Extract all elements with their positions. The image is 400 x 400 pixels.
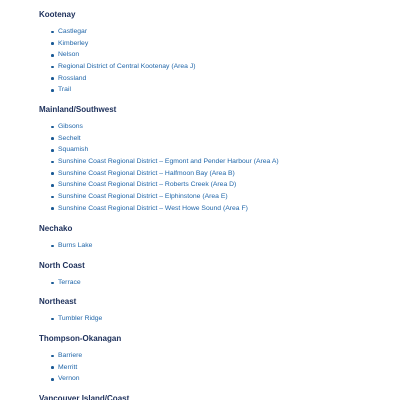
region-section-vancouver-island-coast [39,394,129,400]
list-item [51,240,92,252]
community-link[interactable]: Merritt [58,363,78,371]
bullet-icon [51,77,54,80]
bullet-icon [51,161,54,164]
list-item [51,38,196,50]
list-item [51,144,279,156]
community-link[interactable]: Sunshine Coast Regional District – West Howe Sound (Area F) [58,204,248,212]
bullet-icon [51,207,54,210]
list-item [51,73,196,85]
bullet-icon [51,54,54,57]
bullet-icon [51,378,54,381]
community-link[interactable]: Kimberley [58,39,89,47]
community-link[interactable]: Trail [58,86,71,94]
list-item [51,84,196,96]
community-link[interactable]: Gibsons [58,123,83,130]
region-heading: Nechako [39,224,73,233]
community-link[interactable]: Terrace [58,279,81,286]
community-list [39,121,279,215]
community-link[interactable]: Castlegar [58,28,88,35]
list-item [51,121,279,133]
community-link[interactable]: Rossland [58,74,87,82]
community-link[interactable]: Sunshine Coast Regional District – Egmont and Pender Harbour (Area A) [58,158,279,166]
region-section-north-coast [39,261,85,289]
region-section-nechako [39,224,92,252]
community-list [39,26,196,96]
bullet-icon [51,282,54,285]
list-item [51,362,121,374]
bullet-icon [51,149,54,152]
community-link[interactable]: Vernon [58,375,80,383]
community-link[interactable]: Burns Lake [58,242,93,249]
list-item [51,156,279,168]
region-section-northeast [39,297,102,325]
list-item [51,373,121,385]
list-item [51,350,121,362]
community-link[interactable]: Sunshine Coast Regional District – Elphinstone (Area E) [58,193,228,201]
bullet-icon [51,172,54,175]
community-link[interactable]: Sechelt [58,134,81,142]
bullet-icon [51,355,54,358]
community-list [39,277,85,289]
list-item [51,191,279,203]
bullet-icon [51,318,54,321]
list-item [51,49,196,61]
bullet-icon [51,137,54,140]
bullet-icon [51,184,54,187]
community-link[interactable]: Tumbler Ridge [58,315,103,322]
community-list [39,313,102,325]
region-heading: Vancouver Island/Coast [39,394,130,400]
bullet-icon [51,196,54,199]
bullet-icon [51,126,54,129]
list-item [51,277,85,289]
community-link[interactable]: Nelson [58,51,80,59]
list-item [51,133,279,145]
community-list [39,350,121,385]
community-link[interactable]: Squamish [58,146,89,154]
list-item [51,179,279,191]
bullet-icon [51,366,54,369]
region-section-kootenay [39,10,196,96]
region-section-thompson-okanagan [39,334,121,385]
bullet-icon [51,31,54,34]
list-item [51,61,196,73]
community-list [39,240,92,252]
region-heading: Northeast [39,297,77,306]
bullet-icon [51,89,54,92]
region-heading: North Coast [39,261,85,270]
list-item [51,168,279,180]
community-link[interactable]: Sunshine Coast Regional District – Halfmoon Bay (Area B) [58,169,235,177]
community-link[interactable]: Sunshine Coast Regional District – Roberts Creek (Area D) [58,181,237,189]
bullet-icon [51,42,54,45]
list-item [51,313,102,325]
list-item [51,203,279,215]
region-section-mainland-southwest [39,105,279,215]
region-heading: Thompson-Okanagan [39,334,122,343]
bullet-icon [51,66,54,69]
bullet-icon [51,245,54,248]
community-link[interactable]: Barriere [58,352,83,359]
region-heading: Mainland/Southwest [39,105,117,114]
region-heading: Kootenay [39,10,76,19]
community-link[interactable]: Regional District of Central Kootenay (Area J) [58,63,196,71]
list-item [51,26,196,38]
